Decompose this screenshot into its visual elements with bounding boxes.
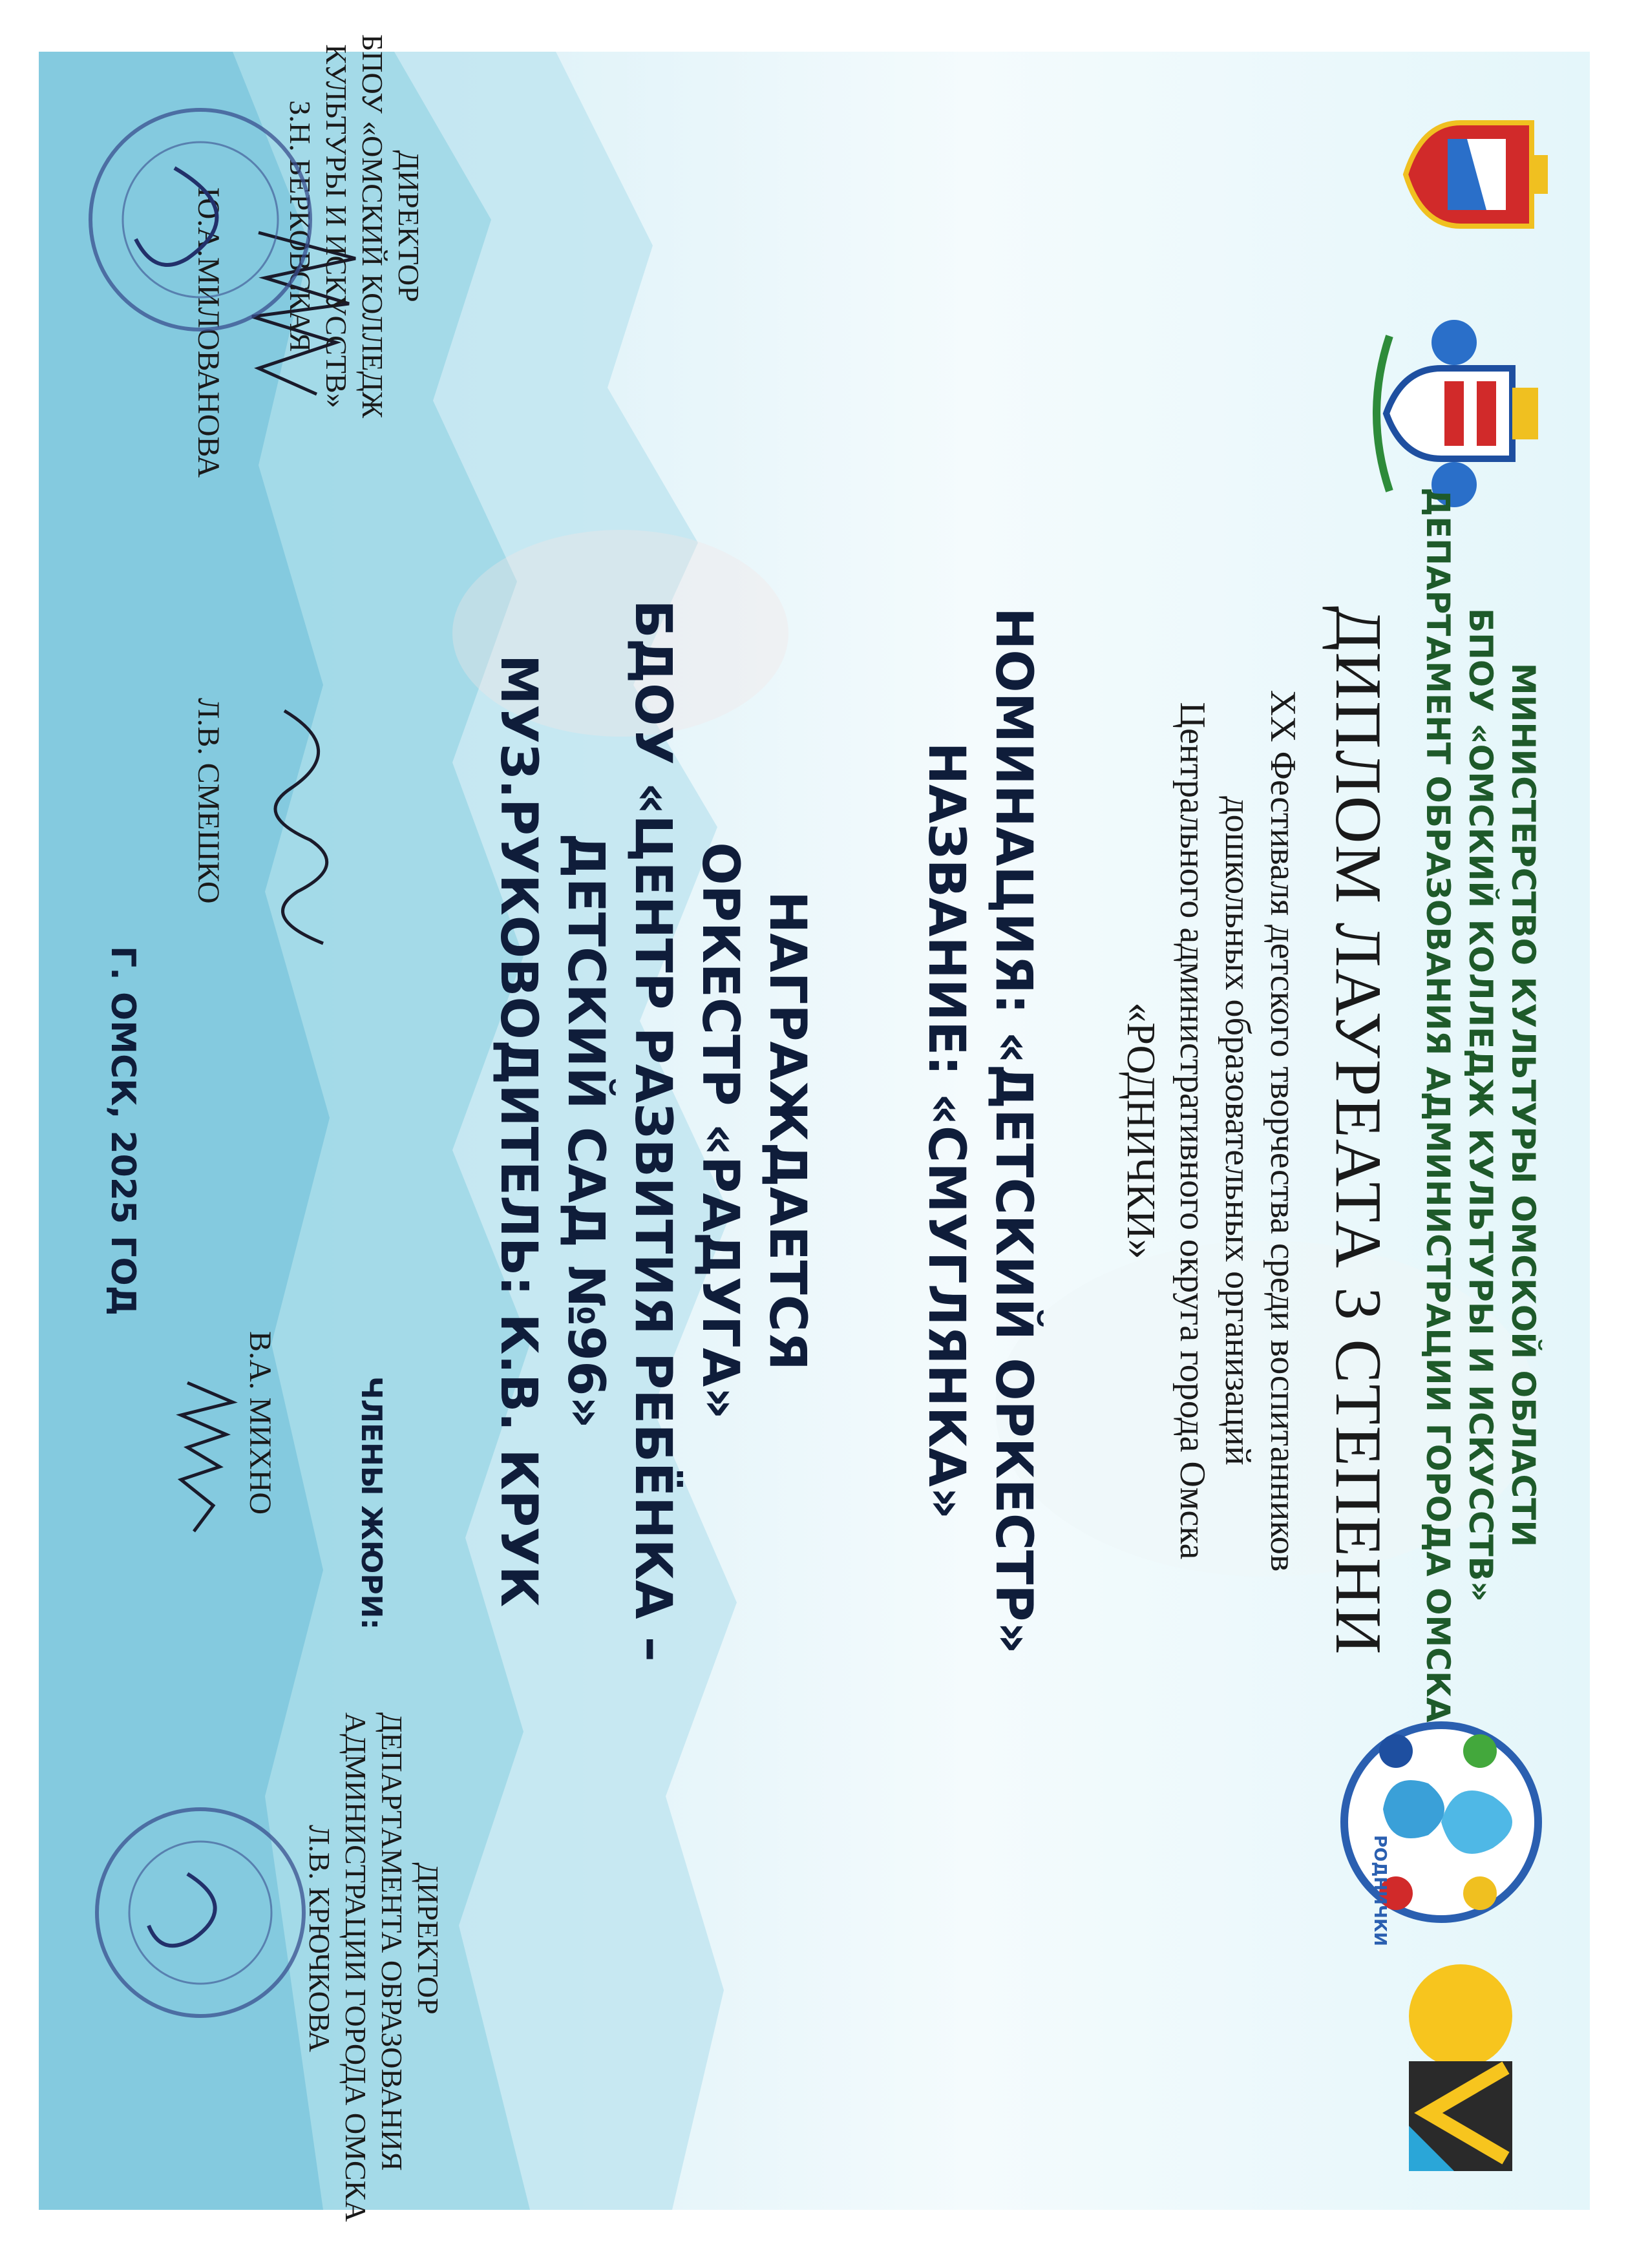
organizer-line-3: ДЕПАРТАМЕНТ ОБРАЗОВАНИЯ АДМИНИСТРАЦИИ ГОРОДА ОМСКА <box>1419 487 1457 1723</box>
festival-name: «РОДНИЧКИ» <box>1119 1002 1163 1259</box>
omsk-region-coat-of-arms <box>1402 110 1551 239</box>
college-director-name: З.Н. БЕРКОВСКАЯ <box>284 100 317 352</box>
jury-member-1-name: В.А. МИХНО <box>243 1331 277 1515</box>
signature-mikhno <box>162 1376 246 1544</box>
college-stamp <box>78 97 323 342</box>
piece-name: НАЗВАНИЕ: «СМУГЛЯНКА» <box>917 742 975 1520</box>
college-director-line-2: БПОУ «ОМСКИЙ КОЛЛЕДЖ <box>356 34 389 419</box>
department-director-line-1: ДИРЕКТОР <box>412 1862 445 2015</box>
jury-member-3-name: Ю.А.МИЛОВАНОВА <box>191 187 226 478</box>
organizer-line-1: МИНИСТЕРСТВО КУЛЬТУРЫ ОМСКОЙ ОБЛАСТИ <box>1505 662 1542 1548</box>
title-block <box>1320 323 1396 1938</box>
department-director-line-3: АДМИНИСТРАЦИИ ГОРОДА ОМСКА <box>339 1712 372 2222</box>
college-director-line-1: ДИРЕКТОР <box>392 150 425 302</box>
festival-badge-text: РОДНИЧКИ <box>1370 1835 1389 1946</box>
diploma-title: ДИПЛОМ ЛАУРЕАТА 3 СТЕПЕНИ <box>1322 605 1395 1656</box>
shield-icon <box>1402 110 1551 239</box>
institution-line-1: БДОУ «ЦЕНТР РАЗВИТИЯ РЕБЁНКА – <box>624 600 682 1662</box>
footer-block <box>103 323 142 1938</box>
jury-member-1 <box>242 1331 278 1515</box>
nomination-block <box>913 323 1047 1938</box>
awarded-heading: НАГРАЖДАЕТСЯ <box>758 891 816 1370</box>
institution-line-2: ДЕТСКИЙ САД №96» <box>556 833 615 1429</box>
jury-member-2 <box>191 698 226 904</box>
festival-line-1: XX Фестиваля детского творчества среди воспитанников <box>1263 689 1303 1572</box>
signature-smeshko <box>239 698 362 956</box>
music-director: МУЗ.РУКОВОДИТЕЛЬ: К.В. КРУК <box>489 654 547 1608</box>
festival-line-2: дошкольных образовательных организаций <box>1218 796 1258 1465</box>
department-director-line-2: ДЕПАРТАМЕНТА ОБРАЗОВАНИЯ <box>375 1712 408 2171</box>
organizer-line-2: БПОУ «ОМСКИЙ КОЛЛЕДЖ КУЛЬТУРЫ И ИСКУССТВ» <box>1462 607 1499 1602</box>
festival-description <box>1118 323 1305 1938</box>
jury-heading: ЧЛЕНЫ ЖЮРИ: <box>355 1376 388 1630</box>
department-director-signature-block <box>301 1712 446 2222</box>
jury-title <box>355 1376 388 1630</box>
organizers-block <box>1417 362 1545 1848</box>
city-year: Г. ОМСК, 2025 ГОД <box>103 946 142 1316</box>
jury-member-2-name: Л.В. СМЕШКО <box>191 698 226 904</box>
festival-line-3: Центрального административного округа города Омска <box>1172 702 1212 1560</box>
omsk-brand-logo <box>1377 1964 1545 2184</box>
orchestra-name: ОРКЕСТР «РАДУГА» <box>691 842 749 1420</box>
department-director-name: Л.В. КРЮЧКОВА <box>303 1825 336 2052</box>
college-director-line-3: КУЛЬТУРЫ И ИСКУССТВ» <box>320 44 353 408</box>
round-stamp-icon <box>78 97 323 342</box>
nomination: НОМИНАЦИЯ: «ДЕТСКИЙ ОРКЕСТР» <box>984 607 1042 1654</box>
diploma <box>39 34 1590 2222</box>
award-block <box>485 323 821 1938</box>
